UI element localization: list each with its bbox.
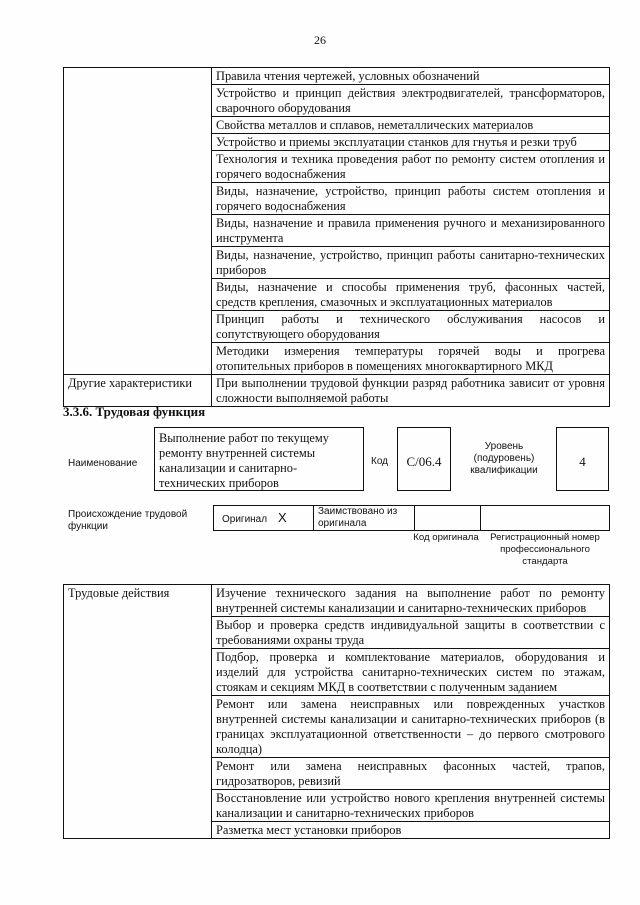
table-cell: Принцип работы и технического обслуживания насосов и сопутствующего оборудования [212,311,610,343]
labor-actions-table [63,584,610,839]
table-cell: Правила чтения чертежей, условных обозначений [212,68,610,85]
page-number: 26 [314,33,326,47]
registration-number-caption: Регистрационный номер профессионального стандарта [490,532,600,567]
table-cell: Виды, назначение и способы применения труб, фасонных частей, средств крепления, смазочных и эксплуатационных материалов [212,279,610,311]
level-label: Уровень (подуровень) квалификации [470,441,538,476]
table-cell: Свойства металлов и сплавов, неметаллических материалов [212,117,610,134]
table-cell: Ремонт или замена неисправных или поврежденных участков внутренней системы канализации и санитарно-технических приборов (в границах эксплуатационной ответственности – до первого смотрового колодца) [212,696,610,758]
labor-actions-label: Трудовые действия [64,585,212,839]
origin-label: Происхождение трудовой функции [68,509,188,532]
level-value-box: 4 [556,427,609,491]
table-cell: Методики измерения температуры горячей воды и прогрева отопительных приборов в помещениях многоквартирного МКД [212,343,610,375]
original-label: Оригинал [222,514,268,525]
table-cell: Технология и техника проведения работ по ремонту систем отопления и горячего водоснабжения [212,151,610,183]
table-cell: Устройство и принцип действия электродвигателей, трансформаторов, сварочного оборудования [212,85,610,117]
table-cell: Восстановление или устройство нового крепления внутренней системы канализации и санитарно-технических приборов [212,790,610,822]
original-mark: X [278,510,287,525]
section-title: 3.3.6. Трудовая функция [63,404,206,419]
empty-label-cell [64,68,212,375]
table-row [64,585,610,617]
code-label: Код [371,456,389,467]
origin-row-box [213,505,610,531]
table-cell: Виды, назначение и правила применения ручного и механизированного инструмента [212,215,610,247]
knowledge-table [63,67,610,407]
table-cell: Виды, назначение, устройство, принцип работы систем отопления и горячего водоснабжения [212,183,610,215]
name-label: Наименование [68,458,138,469]
table-cell: Выбор и проверка средств индивидуальной защиты в соответствии с требованиями охраны труда [212,617,610,649]
table-cell: Подбор, проверка и комплектование материалов, оборудования и изделий для устройства санитарно-технических систем по этажам, стоякам и секциям МКД в соответствии с полученным заданием [212,649,610,696]
other-characteristics-label: Другие характеристики [64,375,212,407]
table-cell: Изучение технического задания на выполнение работ по ремонту внутренней системы канализации и санитарно-технических приборов [212,585,610,617]
other-characteristics-value: При выполнении трудовой функции разряд работника зависит от уровня сложности выполняемой работы [212,375,610,407]
borrowed-label: Заимствовано из оригинала [318,506,398,529]
table-cell: Виды, назначение, устройство, принцип работы санитарно-технических приборов [212,247,610,279]
table-cell: Ремонт или замена неисправных фасонных частей, трапов, гидрозатворов, ревизий [212,758,610,790]
code-value-box: C/06.4 [397,427,451,491]
function-name-box: Выполнение работ по текущему ремонту внутренней системы канализации и санитарно-технических приборов [154,427,364,491]
table-row [64,68,610,85]
table-row [64,375,610,407]
table-cell: Разметка мест установки приборов [212,822,610,839]
table-cell: Устройство и приемы эксплуатации станков для гнутья и резки труб [212,134,610,151]
code-original-caption: Код оригинала [413,532,479,543]
